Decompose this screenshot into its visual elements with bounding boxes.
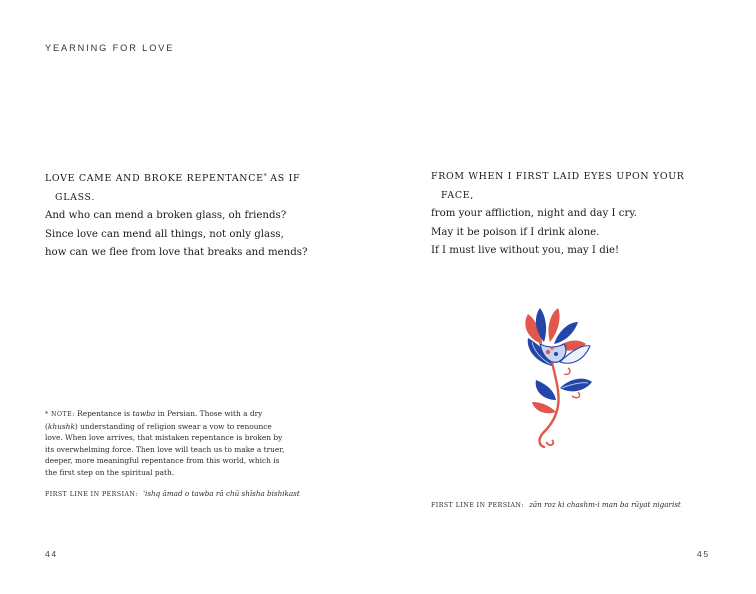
footnote-text: Repentance is	[74, 409, 133, 418]
ornament-leaf-left-lower-red	[532, 402, 556, 413]
poem-left	[45, 168, 307, 263]
footnote-marker[interactable]: *	[263, 173, 267, 180]
poem-right-line-3: May it be poison if I drink alone.	[431, 226, 600, 238]
footnote-line-3: love. When love arrives, that mistaken repentance is broken by	[45, 433, 283, 443]
first-line-transliteration: 'ishq āmad o tawba rā chū shīsha bishikast	[143, 489, 300, 498]
poem-left-line-2: And who can mend a broken glass, oh friends?	[45, 210, 287, 221]
poem-right-line-1-cont: FACE,	[441, 189, 474, 201]
first-line-label: FIRST LINE IN PERSIAN:	[431, 502, 524, 509]
poem-left-line-3: Since love can mend all things, not only glass,	[45, 228, 284, 240]
footnote-term-tawba: tawba	[132, 409, 156, 418]
page-number-right: 45	[697, 549, 710, 559]
poem-left-line-4: how can we flee from love that breaks and mends?	[45, 247, 308, 258]
footnote-text: (	[45, 421, 48, 431]
poem-right-line-4: If I must live without you, may I die!	[431, 245, 620, 256]
running-head: YEARNING FOR LOVE	[45, 43, 175, 53]
poem-left-line-1	[45, 168, 307, 189]
poem-right	[431, 168, 685, 261]
footnote-line-4: its overwhelming force. Then love will teach us to make a truer,	[45, 444, 285, 454]
footnote-text: in Persian. Those with a dry	[155, 409, 263, 418]
poem-left-line-1-caps: LOVE CAME AND BROKE REPENTANCE	[45, 173, 264, 184]
first-line-transliteration: zān roz ki chashm-i man ba rūyat nigarist	[529, 500, 681, 509]
page-number-left: 44	[45, 549, 58, 559]
poem-right-line-2: from your affliction, night and day I cry.	[431, 208, 637, 219]
floral-ornament-icon	[512, 304, 600, 450]
poem-left-line-1-cont: GLASS.	[55, 191, 96, 203]
footnote-line-6: the first step on the spiritual path.	[45, 467, 175, 477]
footnote-line-5: deeper, more meaningful repentance from this world, which is	[45, 456, 280, 466]
ornament-leaf-left-lower	[536, 380, 556, 400]
ornament-leaf-right-lower	[560, 379, 592, 392]
ornament-stem-curl	[546, 440, 553, 445]
footnote-term-khushk: khushk	[47, 421, 75, 431]
first-line-label: FIRST LINE IN PERSIAN:	[45, 491, 138, 498]
footnote	[45, 408, 315, 479]
first-line-persian-right	[431, 500, 681, 509]
first-line-persian-left	[45, 489, 300, 498]
footnote-line-2	[45, 421, 315, 433]
footnote-line-1	[45, 408, 315, 421]
footnote-label: * NOTE:	[45, 411, 75, 418]
poem-left-line-1-tail: AS IF	[266, 173, 301, 184]
poem-right-line-1: FROM WHEN I FIRST LAID EYES UPON YOUR	[431, 171, 685, 182]
footnote-text: ) understanding of religion swear a vow to renounce	[74, 421, 272, 431]
